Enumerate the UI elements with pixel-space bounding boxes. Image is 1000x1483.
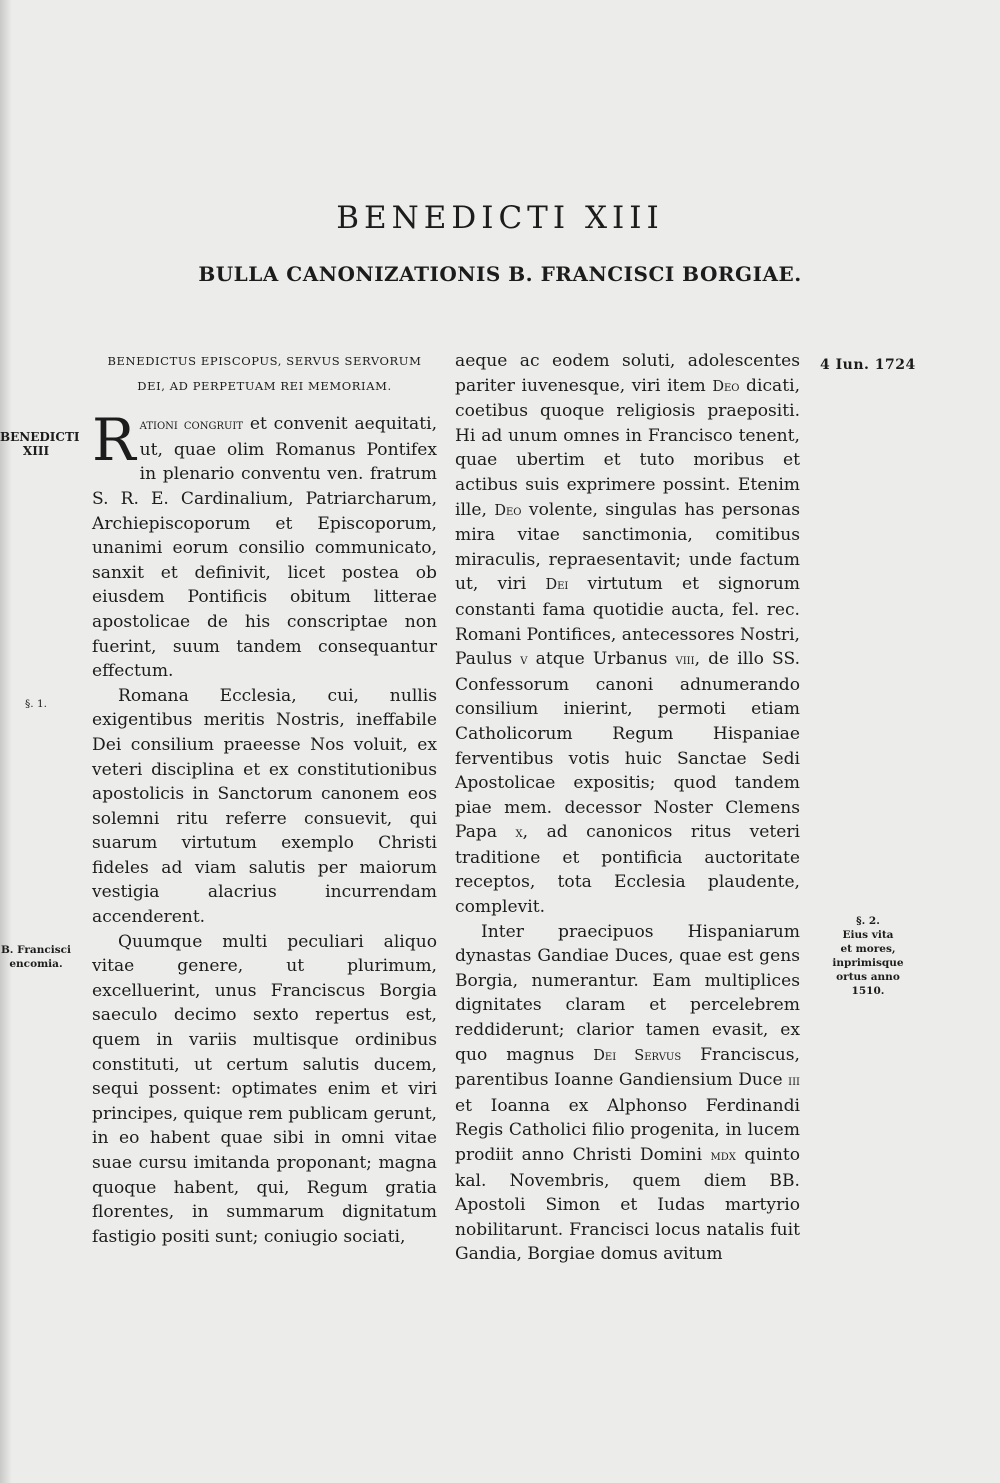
text-segment: virtutum et signorum constanti fama quotidie aucta, fel. rec. Romani Pontifices, antecessores Nostri, Paulus bbox=[455, 574, 800, 670]
margin-date: 4 Iun. 1724 bbox=[820, 357, 916, 373]
text-segment: Inter praecipuos Hispaniarum dynastas Gandiae Duces, quae est gens Borgia, numerantur. Eam multiplices dignitates claram et percelebrem reddiderunt; clarior tamen evasit, ex quo magnus bbox=[455, 921, 800, 1065]
margin-note-encomia-line: encomia. bbox=[9, 958, 63, 970]
drop-cap: R bbox=[92, 406, 136, 475]
deo-word: Deo bbox=[494, 502, 522, 519]
text-segment: quinto kal. Novembris, quem diem BB. Apostoli Simon et Iudas martyrio nobilitarunt. Francisci locus natalis fuit Gandia, Borgiae domus avitum bbox=[455, 1145, 800, 1265]
opening-text: et convenit aequitati, ut, quae olim Romanus Pontifex in plenario conventu ven. fratrum S. R. E. Cardinalium, Patriarcharum, Archiepiscoporum et Episcoporum, unanimi eorum consilio communicato, sanxit et definivit, licet postea ob eiusdem Pontificis obitum litterae apostolicae de his conscriptae non fuerint, suum tandem consequantur effectum. bbox=[92, 414, 438, 682]
opening-words: ationi congruit bbox=[139, 417, 244, 434]
paragraph-opening bbox=[92, 406, 438, 684]
margin-note-section1: §. 1. bbox=[25, 698, 47, 710]
margin-note-line4: ortus anno bbox=[836, 971, 900, 983]
margin-note-line3: inprimisque bbox=[832, 957, 904, 969]
text-segment: , de illo SS. Confessorum canoni adnumerando consilium inierint, permoti etiam Catholicorum Regum Hispaniae ferventibus votis huic Sanctae Sedi Apostolicae expositis; quod tandem piae mem. decessor Noster Clemens Papa bbox=[455, 649, 801, 843]
dei-word: Dei bbox=[545, 577, 569, 594]
text-segment: Franciscus, parentibus Ioanne Gandiensium Duce bbox=[455, 1044, 800, 1091]
margin-note-section2 bbox=[818, 914, 918, 998]
bull-heading-line1: BENEDICTUS EPISCOPUS, SERVUS SERVORUM bbox=[107, 354, 422, 368]
page-title: BENEDICTI XIII bbox=[336, 200, 664, 236]
roman-numeral: v bbox=[520, 652, 528, 669]
text-column-left bbox=[92, 349, 437, 1249]
servus-word: Servus bbox=[616, 1047, 682, 1064]
bull-heading bbox=[92, 349, 437, 398]
paragraph-continuation bbox=[455, 349, 800, 920]
paragraph-inter-praecipuos bbox=[455, 920, 800, 1267]
deo-word: Deo bbox=[712, 378, 740, 395]
text-segment: dicati, coetibus quoque religiosis praepositi. Hi ad unum omnes in Francisco tenent, quae ubertim et tuto moribus et actibus suis exprimere possint. Etenim ille, bbox=[455, 375, 800, 520]
margin-note-benedicti bbox=[0, 430, 80, 458]
roman-numeral: viii bbox=[675, 652, 695, 669]
text-column-right bbox=[455, 349, 800, 1267]
text-segment: aeque ac eodem soluti, adolescentes pariter iuvenesque, viri item bbox=[455, 351, 800, 396]
margin-note-line2: et mores, bbox=[840, 943, 896, 955]
margin-note-francisci-line: B. Francisci bbox=[0, 944, 72, 956]
paragraph-quumque: Quumque multi peculiari aliquo vitae genere, ut plurimum, excelluerint, unus Franciscus Borgia saeculo decimo sexto repertus est, quem in variis multisque ordinibus constituti, ut certum salutis ducem, sequi possent: optimates enim et viri principes, quique rem publicam gerunt, in eo habent quae sibi in omni vitae suae cursu imitanda proponant; magna quoque habent, qui, Regum gratia florentes, in summarum dignitatum fastigio positi sunt; coniugio sociati, bbox=[92, 931, 437, 1247]
bull-heading-line2: DEI, AD PERPETUAM REI MEMORIAM. bbox=[137, 378, 392, 393]
text-segment: et Ioanna ex Alphonso Ferdinandi Regis Catholici filio progenita, in lucem prodiit anno Christi Domini bbox=[455, 1095, 800, 1165]
margin-note-encomia bbox=[0, 943, 72, 971]
roman-numeral: x bbox=[515, 825, 523, 842]
roman-numeral: iii bbox=[788, 1073, 800, 1090]
text-segment: volente, singulas has personas mira vitae sanctimonia, comitibus miraculis, repraesentavit; unde factum ut, viri bbox=[455, 499, 800, 595]
text-segment: , ad canonicos ritus veteri traditione et pontificia auctoritate receptos, tota Ecclesia plaudente, complevit. bbox=[455, 822, 800, 918]
dei-word: Dei bbox=[593, 1047, 617, 1064]
margin-note-benedicti-line: BENEDICTI bbox=[0, 430, 80, 444]
paragraph-romana-ecclesia: Romana Ecclesia, cui, nullis exigentibus meritis Nostris, ineffabile Dei consilium praeesse Nos voluit, ex veteri disciplina et ex constitutionibus apostolicis in Sanctorum canonem eos solemni ritu referre consuevit, qui suarum virtutum exemplo Christi fideles ad viam salutis per maiorum vestigia alacrius incurrendam accenderent. bbox=[92, 685, 437, 928]
margin-note-line1: Eius vita bbox=[842, 929, 894, 941]
margin-note-xiii-line: XIII bbox=[22, 444, 50, 458]
text-segment: atque Urbanus bbox=[527, 649, 676, 670]
roman-numeral: mdx bbox=[710, 1148, 736, 1164]
margin-note-line5: 1510. bbox=[851, 985, 885, 997]
margin-note-section2-label: §. 2. bbox=[856, 915, 880, 927]
page-subtitle: BULLA CANONIZATIONIS B. FRANCISCI BORGIAE. bbox=[198, 262, 802, 286]
